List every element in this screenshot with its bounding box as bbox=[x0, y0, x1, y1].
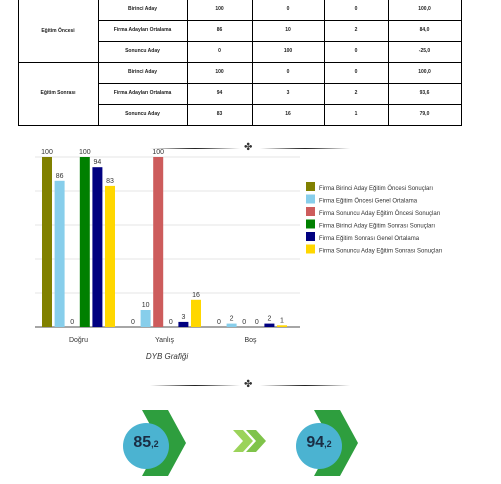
legend-label: Firma Eğitim Sonrası Genel Ortalama bbox=[319, 236, 420, 242]
cell-bos: 0 bbox=[354, 69, 358, 75]
cell-net: 79,0 bbox=[419, 111, 430, 117]
bar-value-label: 94 bbox=[93, 159, 102, 167]
section-divider-bottom bbox=[150, 379, 350, 390]
cell-dogru: 0 bbox=[218, 48, 221, 54]
cell-net: 93,6 bbox=[419, 90, 430, 96]
bar-value-label: 100 bbox=[41, 149, 53, 156]
legend-label: Firma Eğitim Öncesi Genel Ortalama bbox=[319, 198, 418, 205]
score-before-value: 85 bbox=[133, 434, 152, 451]
bar-value-label: 2 bbox=[267, 315, 272, 323]
legend-swatch bbox=[306, 195, 315, 204]
legend-label: Firma Sonuncu Aday Eğitim Öncesi Sonuçları bbox=[319, 211, 441, 217]
row-label: Birinci Aday bbox=[128, 6, 157, 12]
cell-dogru: 100 bbox=[215, 69, 224, 75]
row-label: Sonuncu Aday bbox=[125, 48, 160, 54]
row-label: Sonuncu Aday bbox=[125, 111, 160, 117]
score-after-value: 94 bbox=[306, 434, 325, 451]
bar bbox=[227, 324, 237, 327]
cell-yanlis: 0 bbox=[286, 69, 290, 75]
bar bbox=[277, 325, 287, 327]
cell-bos: 2 bbox=[354, 27, 358, 33]
x-tick-label: Doğru bbox=[68, 337, 89, 344]
row-label: Birinci Aday bbox=[128, 69, 157, 75]
group-label-after: Eğitim Sonrası bbox=[40, 90, 76, 96]
row-label: Firma Adayları Ortalama bbox=[113, 90, 172, 96]
cell-net: 100,0 bbox=[418, 6, 431, 12]
row-label: Firma Adayları Ortalama bbox=[113, 27, 172, 33]
group-label-before: Eğitim Öncesi bbox=[41, 28, 75, 34]
cell-yanlis: 10 bbox=[285, 27, 291, 33]
bar bbox=[80, 157, 90, 327]
bar-value-label: 0 bbox=[168, 319, 173, 326]
legend-label: Firma Birinci Aday Eğitim Sonrası Sonuçları bbox=[319, 223, 436, 230]
cell-net: -25,0 bbox=[418, 48, 431, 54]
bar bbox=[153, 157, 163, 327]
bar-value-label: 1 bbox=[280, 317, 284, 325]
legend-label: Firma Birinci Aday Eğitim Öncesi Sonuçları bbox=[319, 186, 434, 192]
bar-value-label: 100 bbox=[78, 149, 91, 156]
dyb-bar-chart bbox=[0, 140, 501, 370]
cell-yanlis: 100 bbox=[283, 48, 293, 54]
score-before-badge bbox=[123, 423, 169, 469]
bar-value-label: 100 bbox=[152, 149, 165, 156]
cell-yanlis: 3 bbox=[286, 90, 290, 96]
legend-swatch bbox=[306, 232, 315, 241]
cell-dogru: 94 bbox=[216, 90, 223, 96]
bar-value-label: 0 bbox=[70, 319, 75, 326]
cell-net: 84,0 bbox=[419, 27, 430, 33]
cell-bos: 1 bbox=[354, 111, 358, 117]
bar bbox=[105, 186, 115, 327]
legend-label: Firma Sonuncu Aday Eğitim Sonrası Sonuçları bbox=[319, 248, 443, 255]
bar-value-label: 86 bbox=[55, 172, 64, 180]
legend-swatch bbox=[306, 220, 315, 229]
ornament-icon: ✤ bbox=[244, 379, 253, 390]
bar bbox=[141, 310, 151, 327]
bar-value-label: 0 bbox=[254, 319, 259, 326]
chart-title: DYB Grafiği bbox=[145, 352, 189, 361]
progress-chevron-icon bbox=[233, 430, 267, 452]
cell-yanlis: 16 bbox=[285, 111, 291, 117]
bar-value-label: 0 bbox=[217, 319, 221, 326]
cell-bos: 0 bbox=[354, 48, 358, 54]
bar bbox=[264, 324, 274, 327]
cell-yanlis: 0 bbox=[286, 6, 290, 12]
score-after-badge bbox=[296, 423, 342, 469]
bar-value-label: 0 bbox=[131, 319, 135, 326]
bar bbox=[178, 322, 188, 327]
legend-swatch bbox=[306, 245, 315, 254]
bar-value-label: 2 bbox=[229, 315, 234, 323]
score-before-decimal: ,2 bbox=[151, 439, 159, 449]
bar-value-label: 16 bbox=[192, 291, 200, 299]
score-after-decimal: ,2 bbox=[324, 439, 332, 449]
bar-value-label: 0 bbox=[242, 319, 247, 326]
bar-value-label: 3 bbox=[181, 313, 186, 321]
bar bbox=[191, 300, 201, 327]
x-tick-label: Yanlış bbox=[155, 337, 174, 344]
legend-swatch bbox=[306, 207, 315, 216]
bar bbox=[42, 157, 52, 327]
x-tick-label: Boş bbox=[244, 337, 257, 344]
cell-dogru: 86 bbox=[216, 27, 223, 33]
results-table bbox=[18, 0, 462, 126]
cell-dogru: 100 bbox=[215, 6, 224, 12]
cell-dogru: 83 bbox=[216, 111, 223, 117]
ornament-icon: ✤ bbox=[244, 142, 253, 153]
bar-value-label: 10 bbox=[141, 302, 150, 309]
bar bbox=[92, 167, 102, 327]
cell-bos: 2 bbox=[354, 90, 358, 96]
cell-bos: 0 bbox=[354, 6, 358, 12]
cell-net: 100,0 bbox=[418, 69, 431, 75]
bar-value-label: 83 bbox=[106, 177, 114, 185]
bar bbox=[55, 181, 65, 327]
legend-swatch bbox=[306, 182, 315, 191]
